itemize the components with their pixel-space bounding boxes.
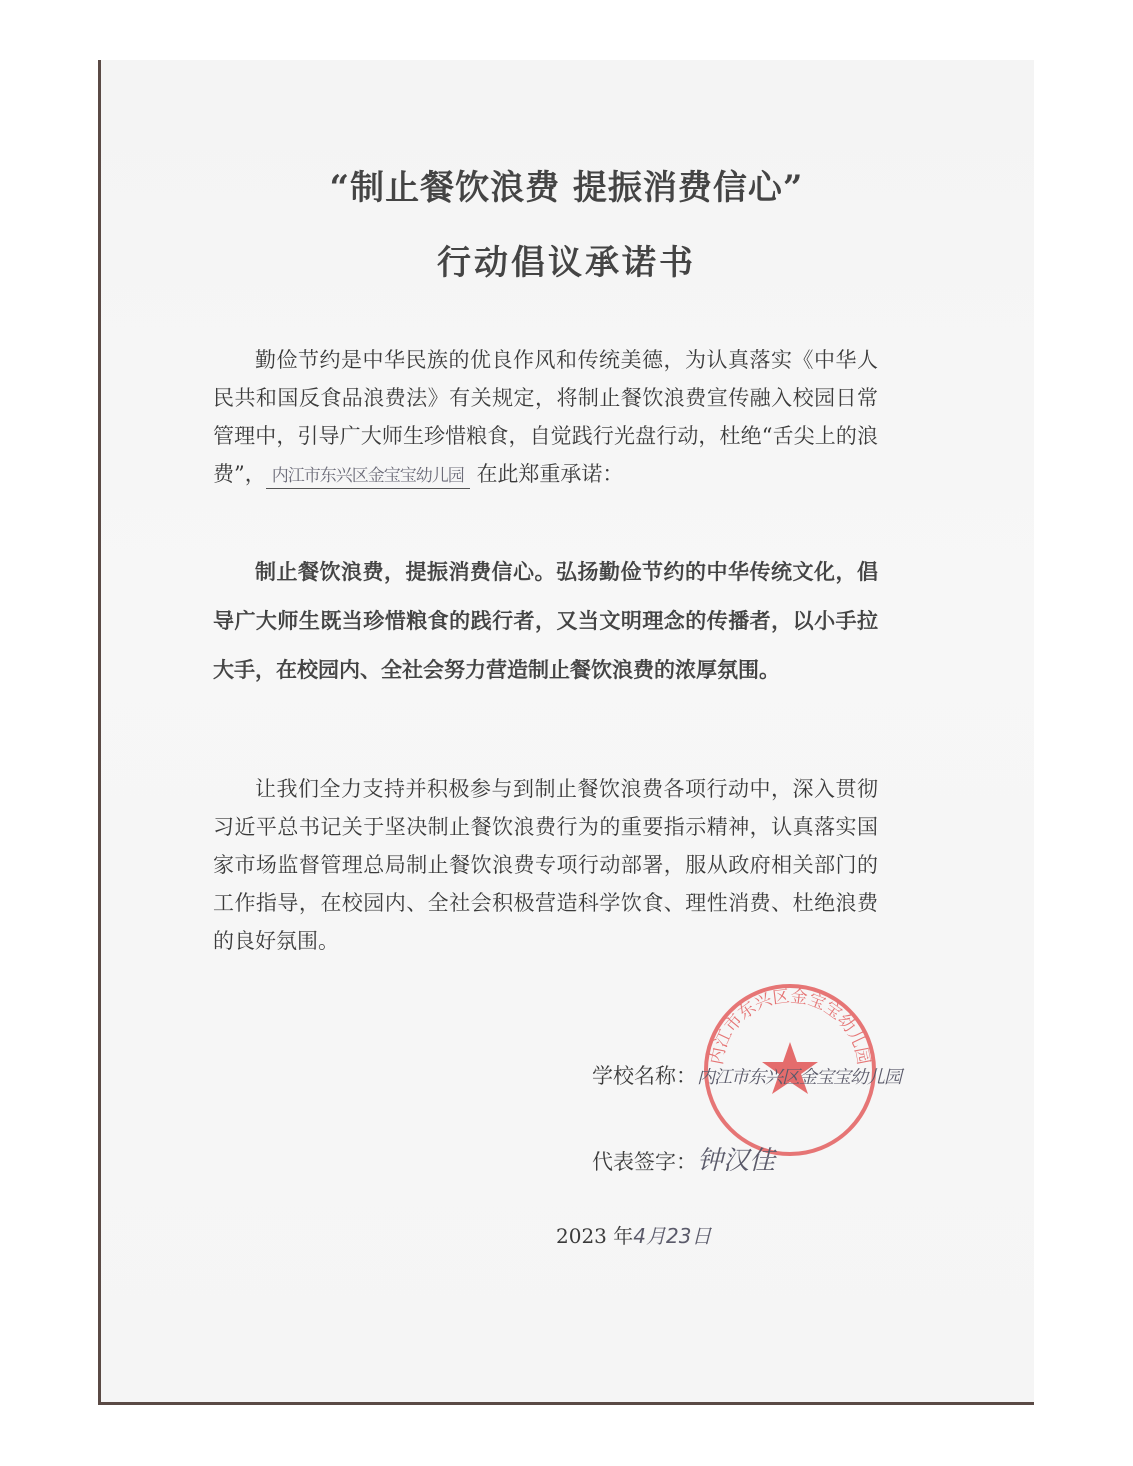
school-name-label: 学校名称： <box>592 1064 697 1088</box>
intro-tail: 在此郑重承诺： <box>476 462 624 486</box>
intro-text: 勤俭节约是中华民族的优良作风和传统美德，为认真落实《中华人民共和国反食品浪费法》有关规定，将制止餐饮浪费宣传融入校园日常管理中，引导广大师生珍惜粮食，自觉践行光盘行动，杜绝“舌尖上的浪费”， <box>213 348 878 486</box>
paragraph-action: 让我们全力支持并积极参与到制止餐饮浪费各项行动中，深入贯彻习近平总书记关于坚决制止餐饮浪费行为的重要指示精神，认真落实国家市场监督管理总局制止餐饮浪费专项行动部署，服从政府相关部门的工作指导，在校园内、全社会积极营造科学饮食、理性消费、杜绝浪费的良好氛围。 <box>213 777 878 953</box>
signature-label: 代表签字： <box>592 1150 697 1174</box>
school-name-handwritten: 内江市东兴区金宝宝幼儿园 <box>266 464 470 489</box>
paragraph-commitment: 制止餐饮浪费，提振消费信心。弘扬勤俭节约的中华传统文化，倡导广大师生既当珍惜粮食的践行者，又当文明理念的传播者，以小手拉大手，在校园内、全社会努力营造制止餐饮浪费的浓厚氛围。 <box>213 560 878 682</box>
seal-text: 内江市东兴区金宝宝幼儿园 <box>706 986 874 1067</box>
title-line-2: 行动倡议承诺书 <box>437 243 696 283</box>
signature-field <box>592 1140 775 1177</box>
date-month: 4月 <box>633 1224 666 1248</box>
title-line-1: “制止餐饮浪费 提振消费信心” <box>329 168 804 208</box>
date-field <box>556 1220 711 1249</box>
signature-value: 钟汉佳 <box>697 1146 776 1176</box>
paragraph-intro <box>213 341 878 493</box>
date-year: 2023 年 <box>556 1224 634 1248</box>
school-name-field <box>592 1060 901 1090</box>
date-day: 23日 <box>666 1224 712 1248</box>
school-name-value: 内江市东兴区金宝宝幼儿园 <box>697 1067 901 1088</box>
